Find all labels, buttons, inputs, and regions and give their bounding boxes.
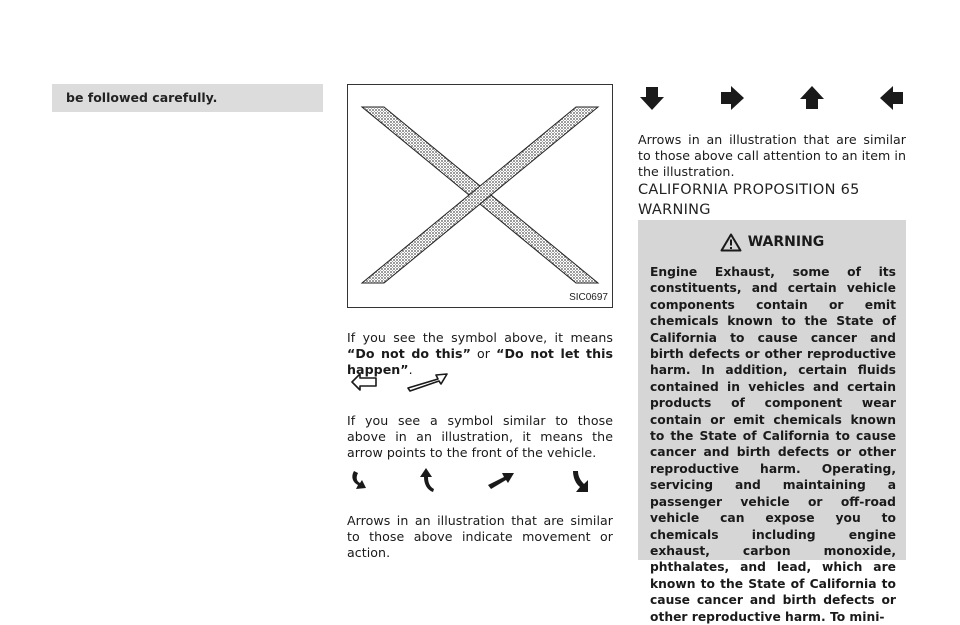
- figure-code: SIC0697: [569, 292, 608, 303]
- curved-arrow-up-icon: [418, 466, 442, 496]
- solid-arrow-up-icon: [798, 84, 826, 112]
- movement-arrow-explanation: Arrows in an illustration that are similar to those above indicate movement or action.: [347, 513, 613, 560]
- front-arrow-symbols: [350, 370, 450, 394]
- section-heading-line: CALIFORNIA PROPOSITION 65: [638, 182, 860, 198]
- solid-arrow-right-icon: [718, 84, 746, 112]
- warning-title: WARNING: [747, 234, 825, 250]
- warning-triangle-icon: [720, 233, 742, 252]
- warning-box: [638, 220, 906, 624]
- para-text: If you see the symbol above, it means: [347, 330, 613, 345]
- bold-phrase: “Do not do this”: [347, 346, 471, 361]
- warning-header: [638, 232, 906, 252]
- para-text: or: [470, 346, 497, 361]
- front-arrow-explanation: If you see a symbol similar to those above in an illustration, it means the arrow points to the front of the vehicle.: [347, 413, 613, 460]
- prohibition-figure: [347, 84, 613, 308]
- curved-arrow-down-icon: [350, 468, 372, 494]
- solid-arrow-left-icon: [878, 84, 906, 112]
- attention-arrow-explanation: Arrows in an illustration that are similar to those above call attention to an item in the illustration.: [638, 132, 906, 179]
- outline-arrow-diagonal-icon: [404, 370, 450, 394]
- warning-body: Engine Exhaust, some of its constituents, and certain vehicle components contain or emit chemicals known to the State of California to cause cancer and birth defects or other reproductive harm. In addition, certain fluids contained in vehicles and certain products of component wear contain or emit chemicals known to the State of California to cause cancer and birth defects or other reproductive harm. Operating, servicing and maintaining a passenger vehicle or off-road vehicle can expose you to chemicals including engine exhaust, carbon monoxide, phthalates, and lead, which are known to the State of California to cause cancer and birth defects or other reproductive harm. To mini-: [650, 265, 896, 624]
- attention-arrow-symbols: [638, 84, 906, 112]
- para-text: .: [408, 362, 413, 377]
- curved-arrow-diagonal-icon: [568, 468, 590, 494]
- solid-arrow-down-icon: [638, 84, 666, 112]
- bold-phrase: “Do not let this happen”: [347, 346, 614, 377]
- section-heading-line: WARNING: [638, 202, 711, 218]
- callout-text: be followed carefully.: [66, 90, 218, 105]
- outline-arrow-left-icon: [350, 372, 378, 392]
- diagonal-arrow-icon: [486, 471, 516, 491]
- movement-arrow-symbols: [350, 466, 590, 496]
- callout-continuation: [52, 84, 323, 112]
- section-heading: [638, 180, 906, 220]
- x-cross-icon: [348, 85, 612, 307]
